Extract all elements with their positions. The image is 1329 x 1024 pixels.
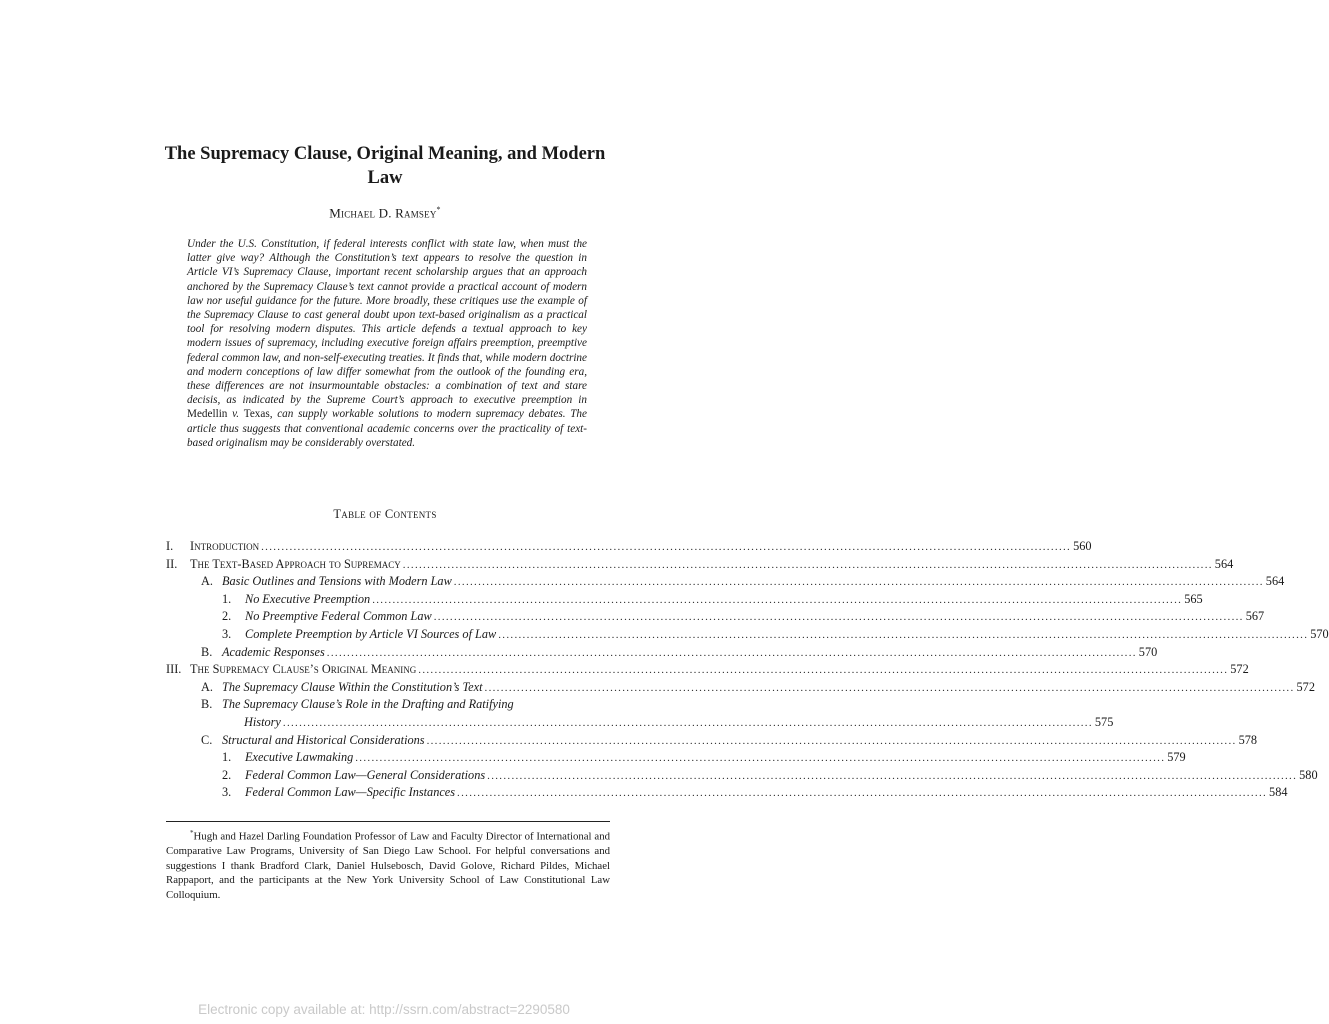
author-name-text: Michael D. Ramsey: [329, 205, 437, 221]
table-of-contents: [166, 538, 1329, 802]
toc-entry-label: The Supremacy Clause Within the Constitution’s Text: [222, 679, 483, 694]
toc-page-number: 584: [1269, 785, 1288, 800]
toc-heading: Table of Contents: [333, 507, 437, 521]
toc-entry-text: [222, 679, 1315, 698]
toc-entry[interactable]: [166, 679, 1315, 697]
toc-entry-text: [245, 749, 1186, 768]
toc-leader-dots: ........................................................................................................................................................................................................: [418, 664, 1229, 677]
toc-entry[interactable]: [166, 591, 1203, 609]
toc-entry-text: [190, 538, 1092, 557]
toc-entry-text: [222, 696, 611, 714]
toc-entry[interactable]: [166, 732, 1258, 750]
toc-entry-text: [245, 767, 1318, 786]
toc-entry-text: [190, 556, 1234, 575]
toc-page-number: 575: [1094, 714, 1114, 729]
toc-entry-text: [222, 573, 1285, 592]
toc-entry-number: 1.: [222, 591, 232, 606]
footnote-mark: *: [190, 829, 194, 837]
toc-entry-number: B.: [201, 644, 213, 659]
toc-leader-dots: ........................................................................................................................................................................................................: [457, 787, 1268, 800]
toc-entry-number: B.: [201, 697, 213, 712]
toc-page-number: 578: [1238, 732, 1258, 747]
toc-entry-text: [222, 644, 1158, 663]
footnote: [166, 826, 610, 903]
author-footnote-mark: *: [436, 205, 441, 214]
toc-entry-number: 2.: [222, 609, 232, 624]
toc-page-number: 564: [1265, 574, 1285, 589]
case-name-2: Texas: [243, 408, 270, 421]
toc-entry[interactable]: [166, 767, 1318, 785]
toc-entry[interactable]: [166, 661, 1249, 679]
toc-leader-dots: ........................................................................................................................................................................................................: [282, 716, 1093, 729]
toc-entry-number: C.: [201, 732, 213, 747]
toc-page-number: 572: [1230, 662, 1249, 677]
toc-entry[interactable]: [166, 784, 1288, 802]
toc-leader-dots: ........................................................................................................................................................................................................: [355, 752, 1166, 765]
toc-entry-label: Executive Lawmaking: [245, 750, 354, 765]
abstract: [187, 237, 587, 450]
toc-entry-label: No Preemptive Federal Common Law: [245, 609, 432, 624]
toc-entry[interactable]: [166, 644, 1158, 662]
toc-entry-text: [245, 608, 1265, 627]
toc-leader-dots: ........................................................................................................................................................................................................: [261, 541, 1072, 553]
author-name: [160, 205, 610, 221]
toc-entry-label: Federal Common Law—Specific Instances: [245, 785, 456, 800]
toc-leader-dots: ........................................................................................................................................................................................................: [453, 576, 1264, 589]
toc-leader-dots: ........................................................................................................................................................................................................: [372, 593, 1183, 606]
article-title: The Supremacy Clause, Original Meaning, and Modern Law: [164, 144, 606, 188]
toc-entry-number: I.: [166, 539, 174, 553]
toc-entry-number: A.: [201, 574, 213, 589]
case-name: Medellin: [187, 408, 228, 421]
toc-entry-text: [245, 784, 1288, 803]
toc-page-number: 560: [1073, 539, 1092, 553]
case-versus: v.: [227, 408, 244, 421]
toc-entry-text: [245, 591, 1203, 610]
toc-entry-number: 3.: [222, 785, 232, 800]
toc-leader-dots: ........................................................................................................................................................................................................: [484, 681, 1295, 694]
toc-entry-number: 2.: [222, 767, 232, 782]
toc-entry-number: III.: [166, 662, 182, 677]
toc-entry-number: 3.: [222, 626, 232, 641]
toc-entry[interactable]: [166, 749, 1186, 767]
toc-page-number: 567: [1245, 609, 1265, 624]
toc-page-number: 565: [1184, 591, 1203, 606]
toc-entry[interactable]: [166, 608, 1265, 626]
toc-entry[interactable]: [166, 573, 1285, 591]
toc-leader-dots: ........................................................................................................................................................................................................: [326, 646, 1137, 659]
toc-entry-text: [245, 626, 1329, 645]
toc-leader-dots: ........................................................................................................................................................................................................: [498, 628, 1309, 641]
toc-entry-label: The Supremacy Clause’s Original Meaning: [190, 662, 417, 677]
abstract-part-2: , can supply workable solutions to modern supremacy debates. The article thus suggests that conventional academic concerns over the practicality of text-based originalism may be considerably overstated.: [187, 408, 587, 449]
footnote-text: Hugh and Hazel Darling Foundation Professor of Law and Faculty Director of International and Comparative Law Programs, University of San Diego Law School. For helpful conversations and suggestions I thank Bradford Clark, Daniel Hulsebosch, David Golove, Richard Pildes, Michael Rappaport, and the participants at the New York University School of Law Constitutional Law Colloquium.: [166, 830, 610, 901]
toc-entry-number: II.: [166, 556, 178, 571]
toc-entry-label: The Text-Based Approach to Supremacy: [190, 556, 401, 571]
toc-page-number: 570: [1310, 626, 1329, 641]
toc-entry-label: Structural and Historical Considerations: [222, 732, 425, 747]
toc-entry-label: Academic Responses: [222, 644, 325, 659]
toc-entry-number: 1.: [222, 750, 232, 765]
toc-entry-label: History: [244, 714, 281, 729]
toc-entry-label: Federal Common Law—General Considerations: [245, 767, 486, 782]
toc-page-number: 564: [1214, 556, 1234, 571]
toc-entry-number: A.: [201, 679, 213, 694]
toc-leader-dots: ........................................................................................................................................................................................................: [433, 611, 1244, 624]
toc-page-number: 572: [1296, 679, 1315, 694]
toc-entry[interactable]: [166, 626, 1329, 644]
footnote-divider: [166, 821, 610, 822]
toc-entry-label: Introduction: [190, 539, 260, 553]
toc-entry[interactable]: [166, 538, 1092, 556]
toc-entry-label: Basic Outlines and Tensions with Modern Law: [222, 574, 452, 589]
ssrn-watermark: Electronic copy available at: http://ssrn.com/abstract=2290580: [198, 1002, 570, 1017]
toc-leader-dots: ........................................................................................................................................................................................................: [402, 558, 1213, 571]
toc-entry[interactable]: [166, 696, 611, 714]
toc-leader-dots: ........................................................................................................................................................................................................: [426, 734, 1237, 747]
toc-entry-label: Complete Preemption by Article VI Sources of Law: [245, 626, 497, 641]
toc-page-number: 579: [1167, 750, 1186, 765]
abstract-part-1: Under the U.S. Constitution, if federal interests conflict with state law, when must the latter give way? Although the Constitution’s text appears to resolve the question in Article VI’s Supremacy Clause, important recent scholarship argues that an approach anchored by the Supremacy Clause’s text cannot provide a practical account of modern law nor useful guidance for the future. More broadly, these critiques use the example of the Supremacy Clause to cast general doubt upon text-based originalism as a practical tool for resolving modern disputes. This article defends a textual approach to key modern issues of supremacy, including executive foreign affairs preemption, preemptive federal common law, and non-self-executing treaties. It finds that, while modern doctrine and modern conceptions of law differ somewhat from the outlook of the founding era, these differences are not insurmountable obstacles: a combination of text and stare decisis, as indicated by the Supreme Court’s approach to executive preemption in: [187, 238, 587, 407]
toc-page-number: 580: [1299, 767, 1318, 782]
toc-entry[interactable]: [166, 556, 1234, 574]
toc-entry[interactable]: [166, 714, 1114, 732]
toc-entry-text: [190, 661, 1249, 680]
toc-entry-text: [222, 732, 1258, 751]
toc-page-number: 570: [1138, 644, 1158, 659]
toc-entry-text: [244, 714, 1114, 733]
toc-entry-label: No Executive Preemption: [245, 591, 371, 606]
toc-leader-dots: ........................................................................................................................................................................................................: [487, 769, 1298, 782]
toc-entry-label: The Supremacy Clause’s Role in the Drafting and Ratifying: [222, 697, 514, 712]
